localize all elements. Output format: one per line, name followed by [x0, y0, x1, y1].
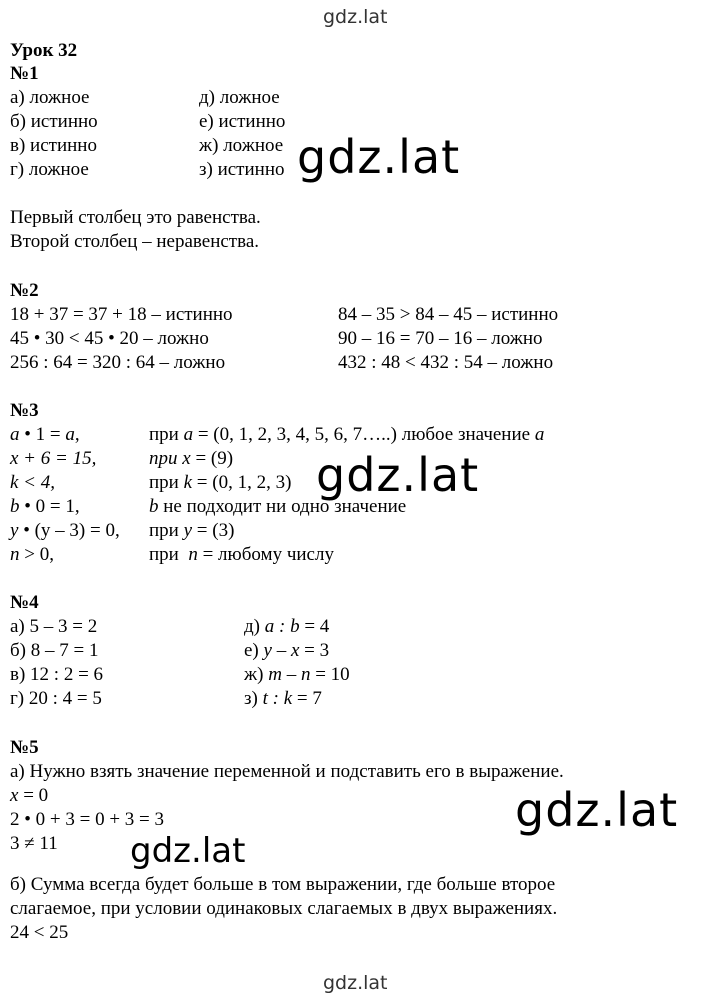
item-label: е) — [244, 640, 264, 661]
s3-row-3-lhs: k < 4, — [10, 472, 56, 493]
lesson-title: Урок 32 — [10, 40, 78, 61]
s3-row-5-rhs — [149, 520, 234, 542]
var-x: x — [10, 785, 19, 806]
s4-item-e — [244, 640, 329, 662]
text-part: при — [149, 472, 184, 493]
s5-not-equal: 3 ≠ 11 — [10, 833, 58, 854]
var-y: y — [263, 640, 272, 661]
s3-row-1-rhs — [149, 424, 544, 446]
var-a: a — [534, 424, 545, 445]
section-1-heading: №1 — [10, 63, 39, 84]
s4-item-b: б) 8 – 7 = 1 — [10, 640, 99, 661]
var-n: n — [10, 544, 20, 565]
expr-part: • (y – 3) = 0, — [18, 520, 120, 541]
text-part: при — [149, 448, 183, 469]
expr-part: = 4 — [299, 616, 330, 637]
s2-left-1: 18 + 37 = 37 + 18 – истинно — [10, 304, 233, 325]
s5-part-b-line-1: б) Сумма всегда будет больше в том выражении, где больше второе — [10, 874, 556, 895]
watermark-medium: gdz.lat — [130, 831, 246, 871]
item-label: ж) — [244, 664, 269, 685]
watermark-large-3: gdz.lat — [515, 783, 679, 837]
expr-part: = 3 — [299, 640, 330, 661]
text-part: = (0, 1, 2, 3) — [192, 472, 292, 493]
s2-right-2: 90 – 16 = 70 – 16 – ложно — [338, 328, 543, 349]
section-5-heading: №5 — [10, 737, 39, 758]
s1-note-1: Первый столбец это равенства. — [10, 207, 261, 228]
var-a: a — [183, 424, 194, 445]
var-b: b — [10, 496, 20, 517]
text-part: не подходит ни одно значение — [158, 496, 407, 517]
var-k: k — [283, 688, 293, 709]
var-m: m — [268, 664, 282, 685]
s1-item-b: б) истинно — [10, 111, 98, 132]
s1-item-zh: ж) ложное — [199, 135, 284, 156]
watermark-bottom: gdz.lat — [323, 972, 388, 994]
s2-right-1: 84 – 35 > 84 – 45 – истинно — [338, 304, 559, 325]
var-x: x — [182, 448, 191, 469]
expr-part: • 1 = — [19, 424, 66, 445]
watermark-large-2: gdz.lat — [316, 448, 480, 502]
operator: : — [267, 688, 284, 709]
s1-item-z: з) истинно — [199, 159, 285, 180]
s3-row-4-rhs — [149, 496, 406, 518]
text-part: = любому числу — [197, 544, 334, 565]
s3-row-4-lhs — [10, 496, 80, 518]
s1-item-d: д) ложное — [199, 87, 280, 108]
text-part: = (3) — [192, 520, 235, 541]
operator: – — [281, 664, 301, 685]
s1-note-2: Второй столбец – неравенства. — [10, 231, 260, 252]
watermark-top: gdz.lat — [323, 6, 388, 28]
watermark-large-1: gdz.lat — [297, 130, 461, 184]
s1-item-v: в) истинно — [10, 135, 97, 156]
var-k: k — [183, 472, 193, 493]
section-4-heading: №4 — [10, 592, 39, 613]
s4-item-g: г) 20 : 4 = 5 — [10, 688, 102, 709]
var-b: b — [290, 616, 300, 637]
expr-part: = 7 — [292, 688, 322, 709]
s3-row-6-lhs — [10, 544, 54, 566]
var-t: t — [262, 688, 268, 709]
operator: : — [274, 616, 291, 637]
s2-left-3: 256 : 64 = 320 : 64 – ложно — [10, 352, 226, 373]
var-a: a — [65, 424, 75, 445]
var-y: y — [10, 520, 19, 541]
s4-item-v: в) 12 : 2 = 6 — [10, 664, 104, 685]
s1-item-g: г) ложное — [10, 159, 89, 180]
s5-x-value — [10, 785, 48, 807]
s5-part-a-text: а) Нужно взять значение переменной и подставить его в выражение. — [10, 761, 564, 782]
text-part: при — [149, 544, 189, 565]
s3-row-1-lhs — [10, 424, 80, 446]
var-a: a — [264, 616, 275, 637]
expr-part: , — [74, 424, 80, 445]
section-2-heading: №2 — [10, 280, 39, 301]
text-part: при — [149, 520, 184, 541]
var-n: n — [300, 664, 311, 685]
expr-part: • 0 = 1, — [19, 496, 80, 517]
s3-row-5-lhs — [10, 520, 120, 542]
s4-item-zh — [244, 664, 350, 686]
s3-row-6-rhs — [149, 544, 334, 566]
var-y: y — [183, 520, 193, 541]
expr-part: = 0 — [18, 785, 49, 806]
s5-part-b-line-2: слагаемое, при условии одинаковых слагаемых в двух выражениях. — [10, 898, 558, 919]
s4-item-a: а) 5 – 3 = 2 — [10, 616, 98, 637]
s1-item-e: е) истинно — [199, 111, 286, 132]
item-label: д) — [244, 616, 265, 637]
s3-row-2-lhs: x + 6 = 15, — [10, 448, 97, 469]
expr-part: > 0, — [19, 544, 54, 565]
var-x: x — [290, 640, 300, 661]
text-part: = (9) — [190, 448, 234, 469]
expr-part: = 10 — [310, 664, 350, 685]
s2-right-3: 432 : 48 < 432 : 54 – ложно — [338, 352, 554, 373]
var-a: a — [10, 424, 20, 445]
var-b: b — [149, 496, 159, 517]
s3-row-3-rhs — [149, 472, 291, 494]
s4-item-d — [244, 616, 329, 638]
s5-calculation: 2 • 0 + 3 = 0 + 3 = 3 — [10, 809, 165, 830]
s1-item-a: а) ложное — [10, 87, 90, 108]
var-n: n — [188, 544, 198, 565]
s4-item-z — [244, 688, 322, 710]
section-3-heading: №3 — [10, 400, 39, 421]
text-part: при — [149, 424, 184, 445]
s5-comparison: 24 < 25 — [10, 922, 69, 943]
item-label: з) — [244, 688, 263, 709]
s3-row-2-rhs — [149, 448, 233, 470]
text-part: = (0, 1, 2, 3, 4, 5, 6, 7…..) любое значение — [193, 424, 535, 445]
s2-left-2: 45 • 30 < 45 • 20 – ложно — [10, 328, 209, 349]
operator: – — [271, 640, 291, 661]
